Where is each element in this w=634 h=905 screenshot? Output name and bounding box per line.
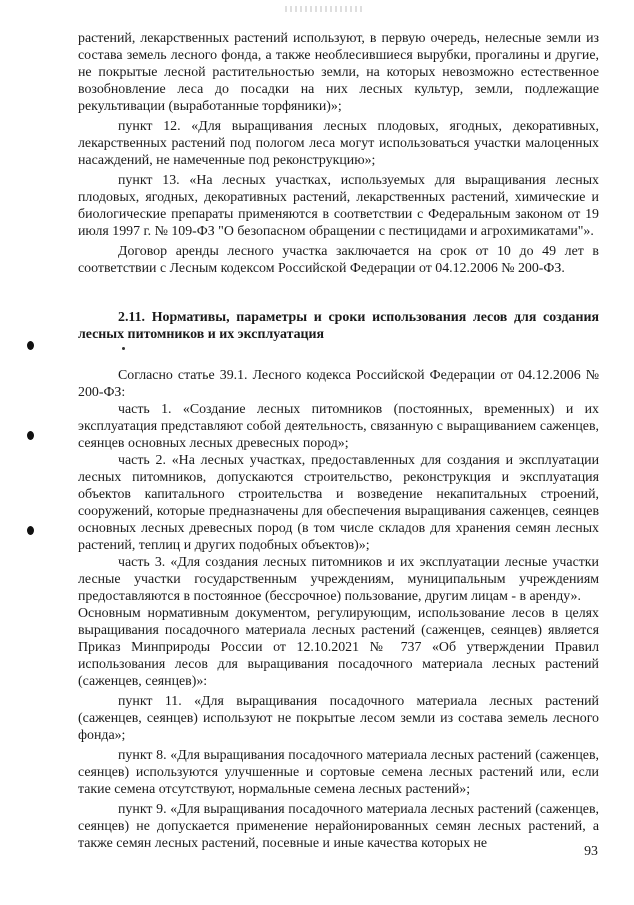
paragraph-part-3: часть 3. «Для создания лесных питомников и их эксплуатации лесные участки лесные участки государственным учреждениям, муниципальным учреждениям предоставляются в постоянное (бессрочное) пользование, другим лицам - в аренду».: [78, 555, 599, 604]
paragraph-item-8: пункт 8. «Для выращивания посадочного материала лесных растений (саженцев, сеянцев) используются улучшенные и сортовые семена лесных растений или, если такие семена отсутствуют, нормальные семена лесных растений»;: [78, 748, 599, 797]
punch-hole-mark: [27, 526, 34, 535]
paragraph-part-2: часть 2. «На лесных участках, предоставленных для создания и эксплуатации лесных питомников, допускаются строительство, реконструкция и эксплуатация объектов капитального строительства и возведение некапитальных строений, сооружений, которые предназначены для обеспечения выращивания саженцев, сеянцев основных лесных древесных пород (в том числе складов для хранения семян лесных растений, теплиц и других подобных объектов)»;: [78, 453, 599, 553]
paragraph-regulation: Основным нормативным документом, регулирующим, использование лесов в целях выращивания посадочного материала лесных растений (саженцев, сеянцев) является Приказ Минприроды России от 12.10.2021 № 737 «Об утверждении Правил использования лесов для выращивания посадочного материала лесных растений (саженцев, сеянцев)»:: [78, 606, 599, 689]
section-heading: 2.11. Нормативы, параметры и сроки использования лесов для создания лесных питомников и их эксплуатация: [78, 310, 599, 342]
paragraph-continuation: растений, лекарственных растений используют, в первую очередь, нелесные земли из состава земель лесного фонда, а также необлесившиеся вырубки, прогалины и другие, не покрытые лесной растительностью земли, на которых невозможно естественное возобновление леса до посадки на них лесных культур, земли, подлежащие рекультивации (выработанные торфяники)»;: [78, 31, 599, 114]
document-page: [78, 30, 599, 880]
stray-dot: [78, 343, 599, 367]
paragraph-lease-term: Договор аренды лесного участка заключается на срок от 10 до 49 лет в соответствии с Лесным кодексом Российской Федерации от 04.12.2006 № 200-ФЗ.: [78, 244, 599, 276]
page-number: 93: [584, 844, 598, 859]
paragraph-part-1: часть 1. «Создание лесных питомников (постоянных, временных) и их эксплуатация представляют собой деятельность, связанную с выращиванием саженцев, сеянцев основных лесных древесных пород»;: [78, 402, 599, 451]
punch-hole-mark: [27, 431, 34, 440]
paragraph-item-12: пункт 12. «Для выращивания лесных плодовых, ягодных, декоративных, лекарственных растений под пологом леса могут использоваться участки малоценных насаждений, не намеченные под реконструкцию»;: [78, 119, 599, 168]
paragraph-intro-article: Согласно статье 39.1. Лесного кодекса Российской Федерации от 04.12.2006 № 200-ФЗ:: [78, 368, 599, 400]
scan-artifact: [285, 6, 365, 12]
paragraph-item-13: пункт 13. «На лесных участках, используемых для выращивания лесных плодовых, ягодных, декоративных растений, лекарственных растений, химические и биологические препараты применяются в соответствии с Федеральным законом от 19 июля 1997 г. № 109-ФЗ "О безопасном обращении с пестицидами и агрохимикатами"».: [78, 173, 599, 239]
paragraph-item-11: пункт 11. «Для выращивания посадочного материала лесных растений (саженцев, сеянцев) используют не покрытые лесом земли из состава земель лесного фонда»;: [78, 694, 599, 743]
paragraph-item-9: пункт 9. «Для выращивания посадочного материала лесных растений (саженцев, сеянцев) не допускается применение нерайонированных семян лесных растений, а также семян лесных растений, посевные и иные качества которых не: [78, 802, 599, 851]
punch-hole-mark: [27, 341, 34, 350]
